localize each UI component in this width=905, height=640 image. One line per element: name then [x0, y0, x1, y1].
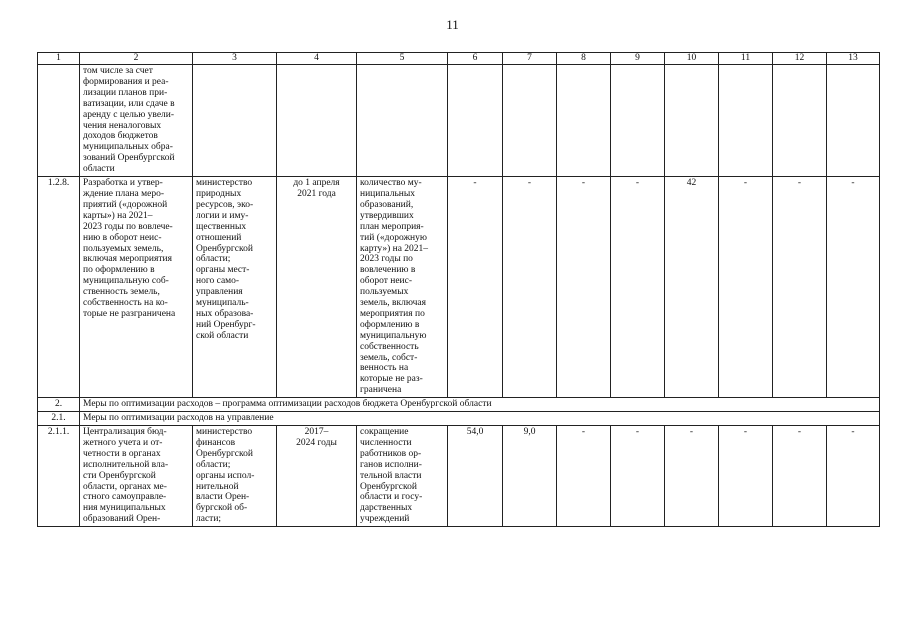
row-number-cell: 2.1.1.: [38, 426, 80, 527]
value-cell: [665, 65, 719, 177]
measure-cell: [80, 177, 193, 398]
deadline-cell: [277, 177, 357, 398]
value-cell: -: [557, 177, 611, 398]
responsible-cell: [193, 177, 277, 398]
value-cell: -: [719, 426, 773, 527]
column-header: 11: [719, 53, 773, 65]
column-header: 2: [80, 53, 193, 65]
section-row-2-1: [38, 412, 880, 426]
responsible-text: министерство природных ресурсов, эко- логии и иму- щественных отношений Оренбургской области; органы мест- ного само- управления муниципаль- ных образова- ний Оренбург- ской области: [196, 178, 256, 341]
column-header: 3: [193, 53, 277, 65]
column-header: 5: [357, 53, 448, 65]
value-cell: -: [611, 177, 665, 398]
column-header: 13: [827, 53, 880, 65]
value-cell: [448, 65, 503, 177]
deadline-text: до 1 апреля 2021 года: [293, 178, 340, 199]
responsible-cell: [193, 65, 277, 177]
value-cell: -: [773, 426, 827, 527]
section-title: Меры по оптимизации расходов на управление: [80, 412, 880, 426]
table-row-1-2-8: [38, 177, 880, 398]
row-number-cell: 2.1.: [38, 412, 80, 426]
table-row-continued: [38, 65, 880, 177]
value-cell: [611, 65, 665, 177]
table-row-2-1-1: [38, 426, 880, 527]
column-header: 6: [448, 53, 503, 65]
value-cell: [557, 65, 611, 177]
value-cell: -: [827, 177, 880, 398]
section-row-2: [38, 398, 880, 412]
deadline-text: 2017– 2024 годы: [296, 427, 337, 448]
page-number: 11: [446, 17, 459, 32]
value-cell: -: [448, 177, 503, 398]
indicator-text: сокращение численности работников ор- ганов исполни- тельной власти Оренбургской области и госу- дарственных учреждений: [360, 427, 423, 525]
value-cell: 42: [665, 177, 719, 398]
measure-cell: [80, 426, 193, 527]
value-cell: -: [827, 426, 880, 527]
value-cell: -: [503, 177, 557, 398]
indicator-cell: [357, 65, 448, 177]
value-cell: 9,0: [503, 426, 557, 527]
indicator-cell: [357, 177, 448, 398]
column-number-row: [38, 53, 880, 65]
measure-cell: [80, 65, 193, 177]
column-header: 7: [503, 53, 557, 65]
responsible-cell: [193, 426, 277, 527]
indicator-text: количество му- ниципальных образований, утвердивших план мероприя- тий («дорожную карту») на 2021– 2023 годы по вовлечению в оборот неис- пользуемых земель, включая мероприятия по оформлению в муниципальную собственность земель, собст- венность на которые не раз- граничена: [360, 178, 429, 396]
measure-text: том числе за счет формирования и реа- лизации планов при- ватизации, или сдаче в аренду с целью увели- чения неналоговых доходов бюджетов муниципальных обра- зований Оренбургской области: [83, 66, 175, 175]
column-header: 1: [38, 53, 80, 65]
row-number-cell: 2.: [38, 398, 80, 412]
row-number-cell: 1.2.8.: [38, 177, 80, 398]
value-cell: -: [665, 426, 719, 527]
deadline-cell: [277, 65, 357, 177]
value-cell: -: [611, 426, 665, 527]
column-header: 9: [611, 53, 665, 65]
value-cell: [773, 65, 827, 177]
column-header: 12: [773, 53, 827, 65]
measures-table: [37, 52, 880, 527]
indicator-cell: [357, 426, 448, 527]
column-header: 8: [557, 53, 611, 65]
value-cell: -: [773, 177, 827, 398]
section-title: Меры по оптимизации расходов – программа оптимизации расходов бюджета Оренбургской области: [80, 398, 880, 412]
value-cell: -: [557, 426, 611, 527]
measure-text: Централизация бюд- жетного учета и от- четности в органах исполнительной вла- сти Оренбургской области, органах ме- стного самоуправле- ния муниципальных образований Орен-: [83, 427, 169, 525]
responsible-text: министерство финансов Оренбургской области; органы испол- нительной власти Орен- бургской об- ласти;: [196, 427, 255, 525]
value-cell: -: [719, 177, 773, 398]
column-header: 10: [665, 53, 719, 65]
measure-text: Разработка и утвер- ждение плана меро- приятий («дорожной карты») на 2021– 2023 годы по вовлече- нию в оборот неис- пользуемых земель, включая мероприятия по оформлению в муниципальную соб- ственность земель, собственность на ко- торые не разграничена: [83, 178, 176, 319]
row-number-cell: [38, 65, 80, 177]
value-cell: [719, 65, 773, 177]
value-cell: [827, 65, 880, 177]
deadline-cell: [277, 426, 357, 527]
value-cell: [503, 65, 557, 177]
value-cell: 54,0: [448, 426, 503, 527]
column-header: 4: [277, 53, 357, 65]
